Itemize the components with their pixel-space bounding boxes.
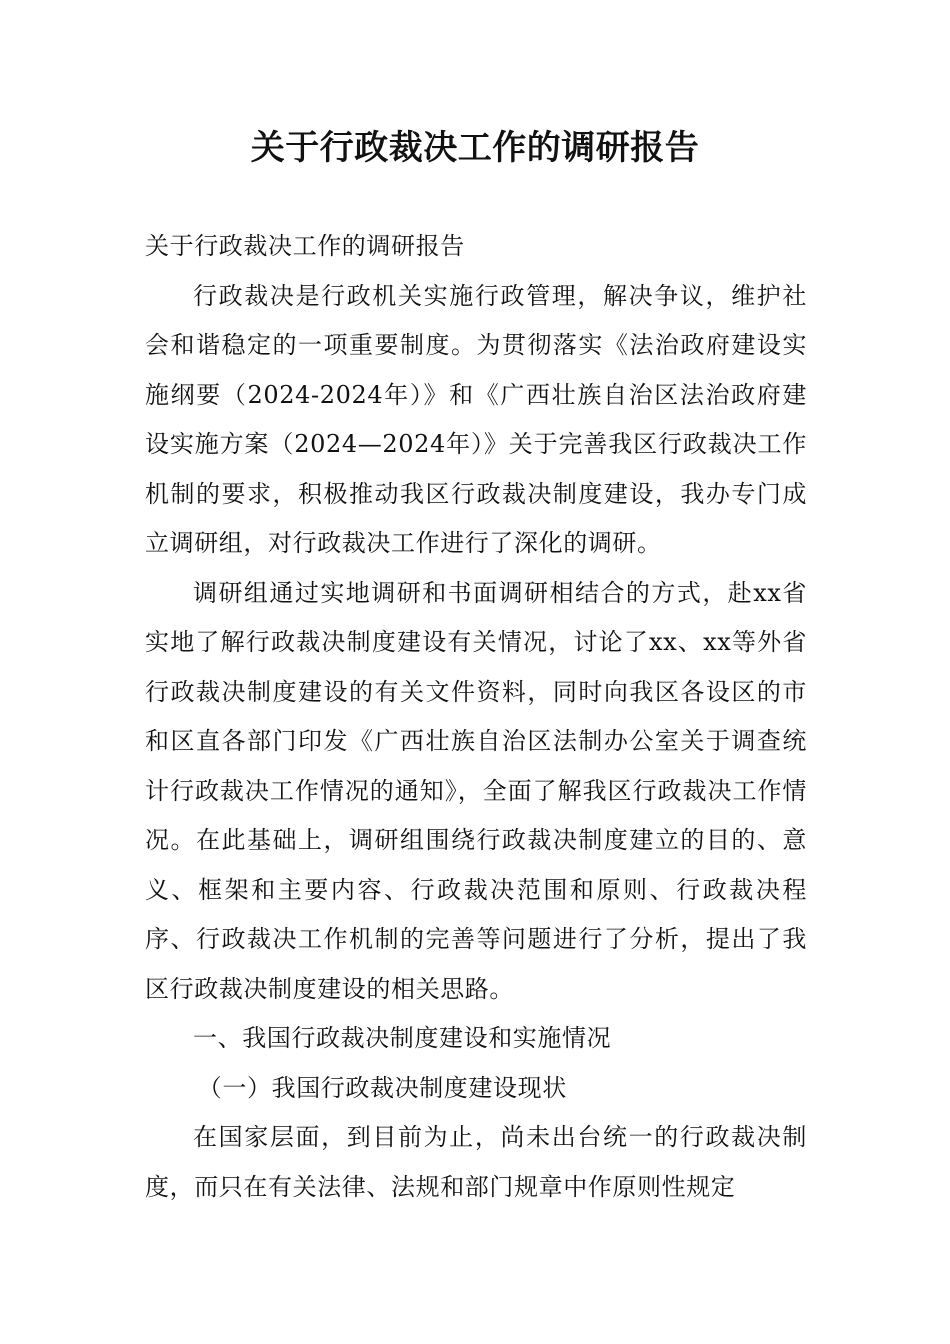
paragraph-research-method: 调研组通过实地调研和书面调研相结合的方式，赴xx省实地了解行政裁决制度建设有关情况，讨论了xx、xx等外省行政裁决制度建设的有关文件资料，同时向我区各设区的市和区直各部门印发《广西壮族自治区法制办公室关于调查统计行政裁决工作情况的通知》，全面了解我区行政裁决工作情况。在此基础上，调研组围绕行政裁决制度建立的目的、意义、框架和主要内容、行政裁决范围和原则、行政裁决程序、行政裁决工作机制的完善等问题进行了分析，提出了我区行政裁决制度建设的相关思路。 [145, 578, 807, 1003]
document-subtitle: 关于行政裁决工作的调研报告 [145, 232, 465, 260]
document-title: 关于行政裁决工作的调研报告 [250, 128, 700, 168]
subsection-heading: （一）我国行政裁决制度建设现状 [197, 1073, 567, 1102]
document-body [145, 222, 807, 1212]
paragraph-introduction: 行政裁决是行政机关实施行政管理，解决争议，维护社会和谐稳定的一项重要制度。为贯彻落实《法治政府建设实施纲要（2024-2024年）》和《广西壮族自治区法治政府建设实施方案（2024—2024年）》关于完善我区行政裁决工作机制的要求，积极推动我区行政裁决制度建设，我办专门成立调研组，对行政裁决工作进行了深化的调研。 [145, 281, 807, 557]
paragraph-national-level: 在国家层面，到目前为止，尚未出台统一的行政裁决制度，而只在有关法律、法规和部门规章中作原则性规定 [145, 1123, 807, 1201]
section-heading: 一、我国行政裁决制度建设和实施情况 [193, 1024, 612, 1052]
